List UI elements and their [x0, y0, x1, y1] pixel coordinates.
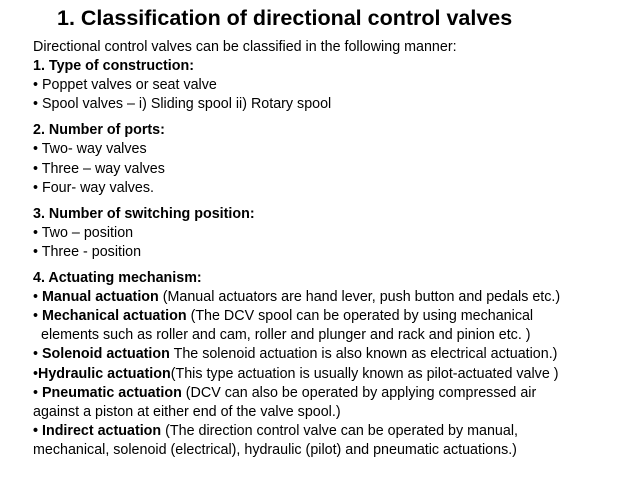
- actuation-name: Pneumatic actuation: [41, 384, 182, 401]
- bullet: •: [33, 365, 39, 382]
- bullet: •: [33, 289, 42, 306]
- list-item: • Four- way valves.: [33, 179, 154, 196]
- actuation-item-mechanical: [33, 307, 633, 326]
- list-item: • Two- way valves: [33, 141, 147, 158]
- actuation-item-pneumatic: [33, 384, 633, 403]
- actuation-item-manual: [33, 288, 633, 307]
- bullet: •: [33, 308, 42, 325]
- actuation-text-continued: mechanical, solenoid (electrical), hydraulic (pilot) and pneumatic actuations.): [33, 441, 517, 458]
- section-heading-ports: 2. Number of ports:: [33, 122, 165, 139]
- section-heading-construction: 1. Type of construction:: [33, 58, 194, 75]
- actuation-name: Mechanical actuation: [41, 308, 187, 325]
- actuation-name: Manual actuation: [41, 289, 159, 306]
- list-item: • Three – way valves: [33, 160, 165, 177]
- actuation-name: Indirect actuation: [41, 422, 162, 439]
- actuation-text: (This type actuation is usually known as pilot-actuated valve ): [170, 365, 559, 382]
- list-item: • Poppet valves or seat valve: [33, 77, 217, 94]
- bullet: •: [33, 346, 42, 363]
- actuation-text: (The DCV spool can be operated by using mechanical: [186, 308, 534, 325]
- slide-body: [33, 38, 633, 460]
- list-item: • Two – position: [33, 224, 134, 241]
- slide-title: 1. Classification of directional control valves: [57, 6, 513, 30]
- section-heading-actuating: 4. Actuating mechanism:: [33, 270, 202, 287]
- actuation-item-hydraulic: [33, 365, 633, 384]
- actuation-item-indirect: [33, 422, 633, 441]
- actuation-text: (DCV can also be operated by applying compressed air: [181, 384, 537, 401]
- actuation-text-continued: against a piston at either end of the valve spool.): [33, 403, 341, 420]
- actuation-name: Solenoid actuation: [41, 346, 170, 363]
- actuation-item-solenoid: [33, 345, 633, 364]
- actuation-name: Hydraulic actuation: [38, 365, 171, 382]
- actuation-text-continued: elements such as roller and cam, roller and plunger and rack and pinion etc. ): [41, 327, 531, 344]
- section-heading-switching: 3. Number of switching position:: [33, 205, 255, 222]
- bullet: •: [33, 384, 42, 401]
- actuation-text: (Manual actuators are hand lever, push button and pedals etc.): [158, 289, 561, 306]
- actuation-text: The solenoid actuation is also known as electrical actuation.): [169, 346, 558, 363]
- list-item: • Three - position: [33, 243, 142, 260]
- intro-text: Directional control valves can be classified in the following manner:: [33, 39, 457, 55]
- actuation-text: (The direction control valve can be operated by manual,: [161, 422, 518, 439]
- list-item: • Spool valves – i) Sliding spool ii) Rotary spool: [33, 96, 332, 113]
- bullet: •: [33, 422, 42, 439]
